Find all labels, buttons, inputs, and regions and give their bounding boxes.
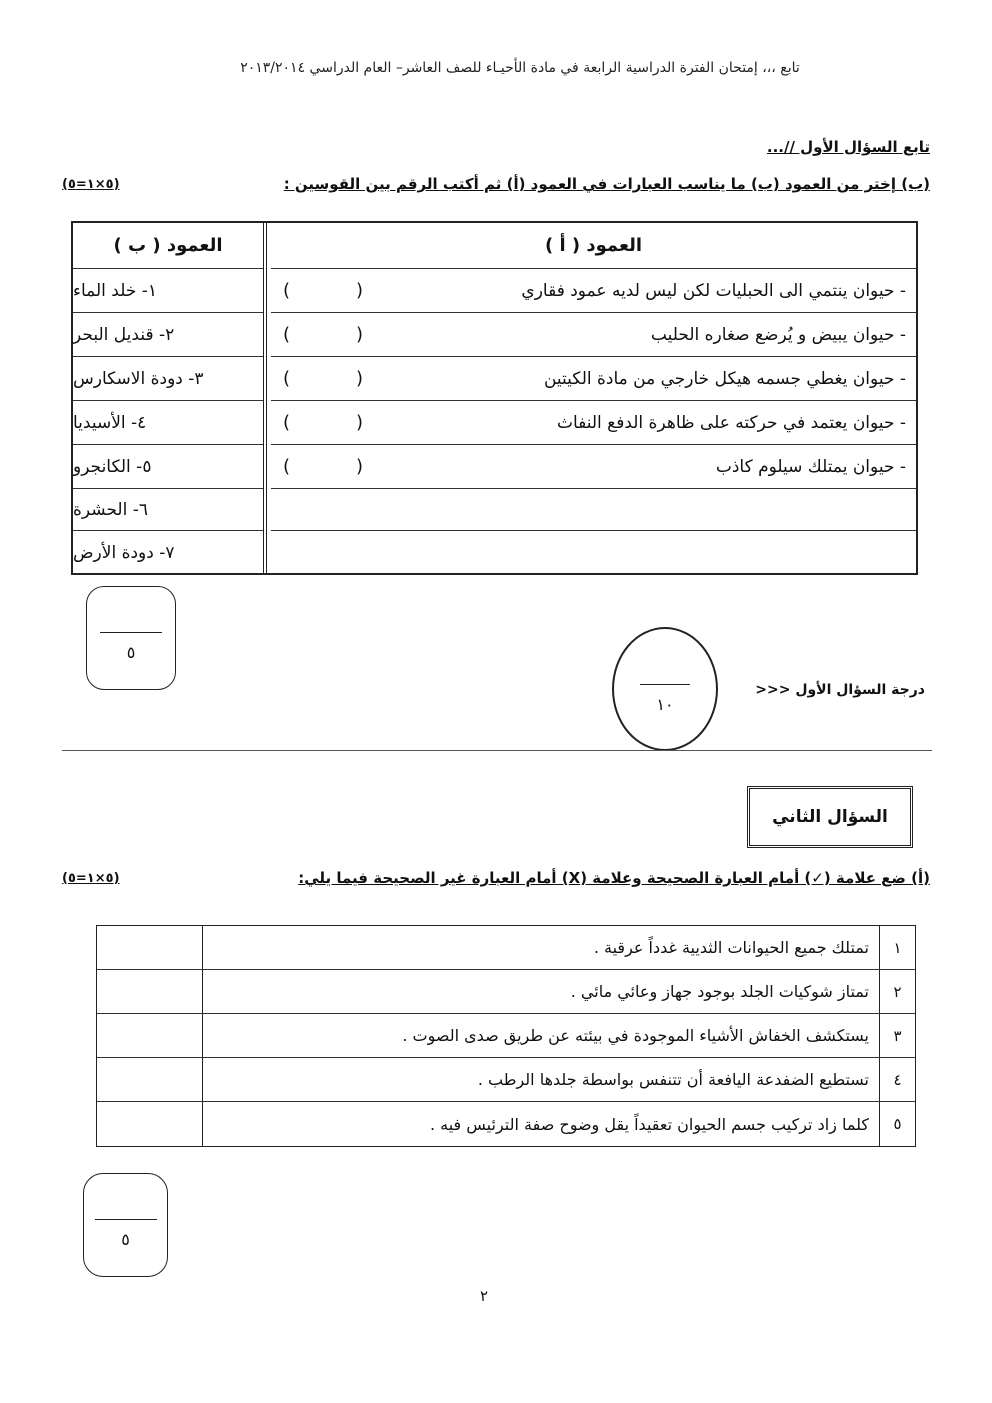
true-false-row (97, 1014, 915, 1058)
statement-text: تمتاز شوكيات الجلد بوجود جهاز وعائي مائي . (570, 982, 869, 1001)
part-b-score-box[interactable] (86, 586, 176, 690)
total-score-max: ١٠ (656, 695, 674, 714)
statement-number: ٥ (879, 1102, 915, 1146)
column-a-row (271, 445, 916, 489)
true-false-table (96, 925, 916, 1147)
answer-cell[interactable] (97, 1058, 203, 1101)
column-a-header: العمود ( أ ) (271, 223, 916, 269)
answer-cell[interactable] (97, 926, 203, 969)
statement-text: يستكشف الخفاش الأشياء الموجودة في بيئته عن طريق صدى الصوت . (402, 1026, 869, 1045)
statement-text: تمتلك جميع الحيوانات الثديية غدداً عرقية . (593, 938, 869, 957)
answer-blank[interactable]: ( ) (283, 368, 363, 389)
column-b-item: ٥- الكانجرو (73, 445, 263, 489)
column-a-row (271, 357, 916, 401)
column-a-statement: - حيوان ينتمي الى الحبليات لكن ليس لديه عمود فقاري (521, 280, 906, 301)
answer-blank[interactable]: ( ) (283, 280, 363, 301)
question1-total-score-circle[interactable] (612, 627, 718, 751)
answer-cell[interactable] (97, 1102, 203, 1146)
matching-table (71, 221, 918, 575)
column-a-row (271, 401, 916, 445)
part-b-marks: (٥×١=٥) (62, 176, 120, 192)
column-b-item: ٧- دودة الأرض (73, 543, 175, 563)
column-b-header: العمود ( ب ) (73, 223, 263, 269)
score-max: ٥ (126, 643, 136, 662)
score-fraction-line (640, 684, 690, 685)
column-a-row (271, 269, 916, 313)
question1-total-label: درجة السؤال الأول <<< (755, 682, 925, 698)
score-fraction-line (100, 632, 162, 633)
answer-blank[interactable]: ( ) (283, 456, 363, 477)
column-b-item: ٣- دودة الاسكارس (73, 357, 263, 401)
statement-number: ٢ (879, 970, 915, 1013)
statement-number: ٣ (879, 1014, 915, 1057)
column-b-item: ٢- قنديل البحر (73, 313, 263, 357)
true-false-row (97, 1102, 915, 1146)
section-divider (62, 750, 932, 751)
column-a-statement: - حيوان يمتلك سيلوم كاذب (715, 456, 906, 477)
column-b-item: ٤- الأسيديا (73, 401, 263, 445)
question1-part-b (62, 172, 930, 196)
statement-text: كلما زاد تركيب جسم الحيوان تعقيداً يقل وضوح صفة الترئيس فيه . (429, 1114, 869, 1134)
page-number: ٢ (480, 1287, 489, 1305)
answer-cell[interactable] (97, 970, 203, 1013)
part-a-instruction: (أ) ضع علامة (✓) أمام العبارة الصحيحة وعلامة (X) أمام العبارة غير الصحيحة فيما يلي: (298, 869, 930, 887)
statement-number: ١ (879, 926, 915, 969)
question2-part-a-score-box[interactable] (83, 1173, 168, 1277)
score-fraction-line (95, 1219, 157, 1220)
question1-continued-label: تابع السؤال الأول //... (766, 138, 930, 156)
answer-cell[interactable] (97, 1014, 203, 1057)
part-b-instruction: (ب) إختر من العمود (ب) ما يناسب العبارات في العمود (أ) ثم أكتب الرقم بين القوسين : (283, 175, 930, 193)
part-a-marks: (٥×١=٥) (62, 870, 120, 886)
true-false-row (97, 970, 915, 1014)
answer-blank[interactable]: ( ) (283, 324, 363, 345)
column-a-statement: - حيوان يغطي جسمه هيكل خارجي من مادة الكيتين (543, 368, 906, 389)
column-a-statement: - حيوان يبيض و يُرضع صغاره الحليب (650, 324, 906, 345)
question2-title: السؤال الثاني (747, 786, 913, 848)
column-a-statement: - حيوان يعتمد في حركته على ظاهرة الدفع النفاث (556, 412, 906, 433)
answer-blank[interactable]: ( ) (283, 412, 363, 433)
column-a-row (271, 313, 916, 357)
column-b-item: ٦- الحشرة (73, 489, 263, 531)
statement-number: ٤ (879, 1058, 915, 1101)
exam-header: تابع ،،، إمتحان الفترة الدراسية الرابعة في مادة الأحيـاء للصف العاشر– العام الدراسي ٢٠١٣/٢٠١٤ (240, 60, 800, 76)
column-a-row-empty (271, 531, 916, 575)
column-b (73, 223, 267, 573)
true-false-row (97, 1058, 915, 1102)
column-b-item: ١- خلد الماء (73, 269, 263, 313)
question2-part-a (62, 866, 930, 890)
column-a-row-empty (271, 489, 916, 531)
column-a (271, 223, 916, 573)
score-max: ٥ (121, 1230, 130, 1249)
true-false-row (97, 926, 915, 970)
statement-text: تستطيع الضفدعة اليافعة أن تتنفس بواسطة جلدها الرطب . (477, 1070, 869, 1089)
